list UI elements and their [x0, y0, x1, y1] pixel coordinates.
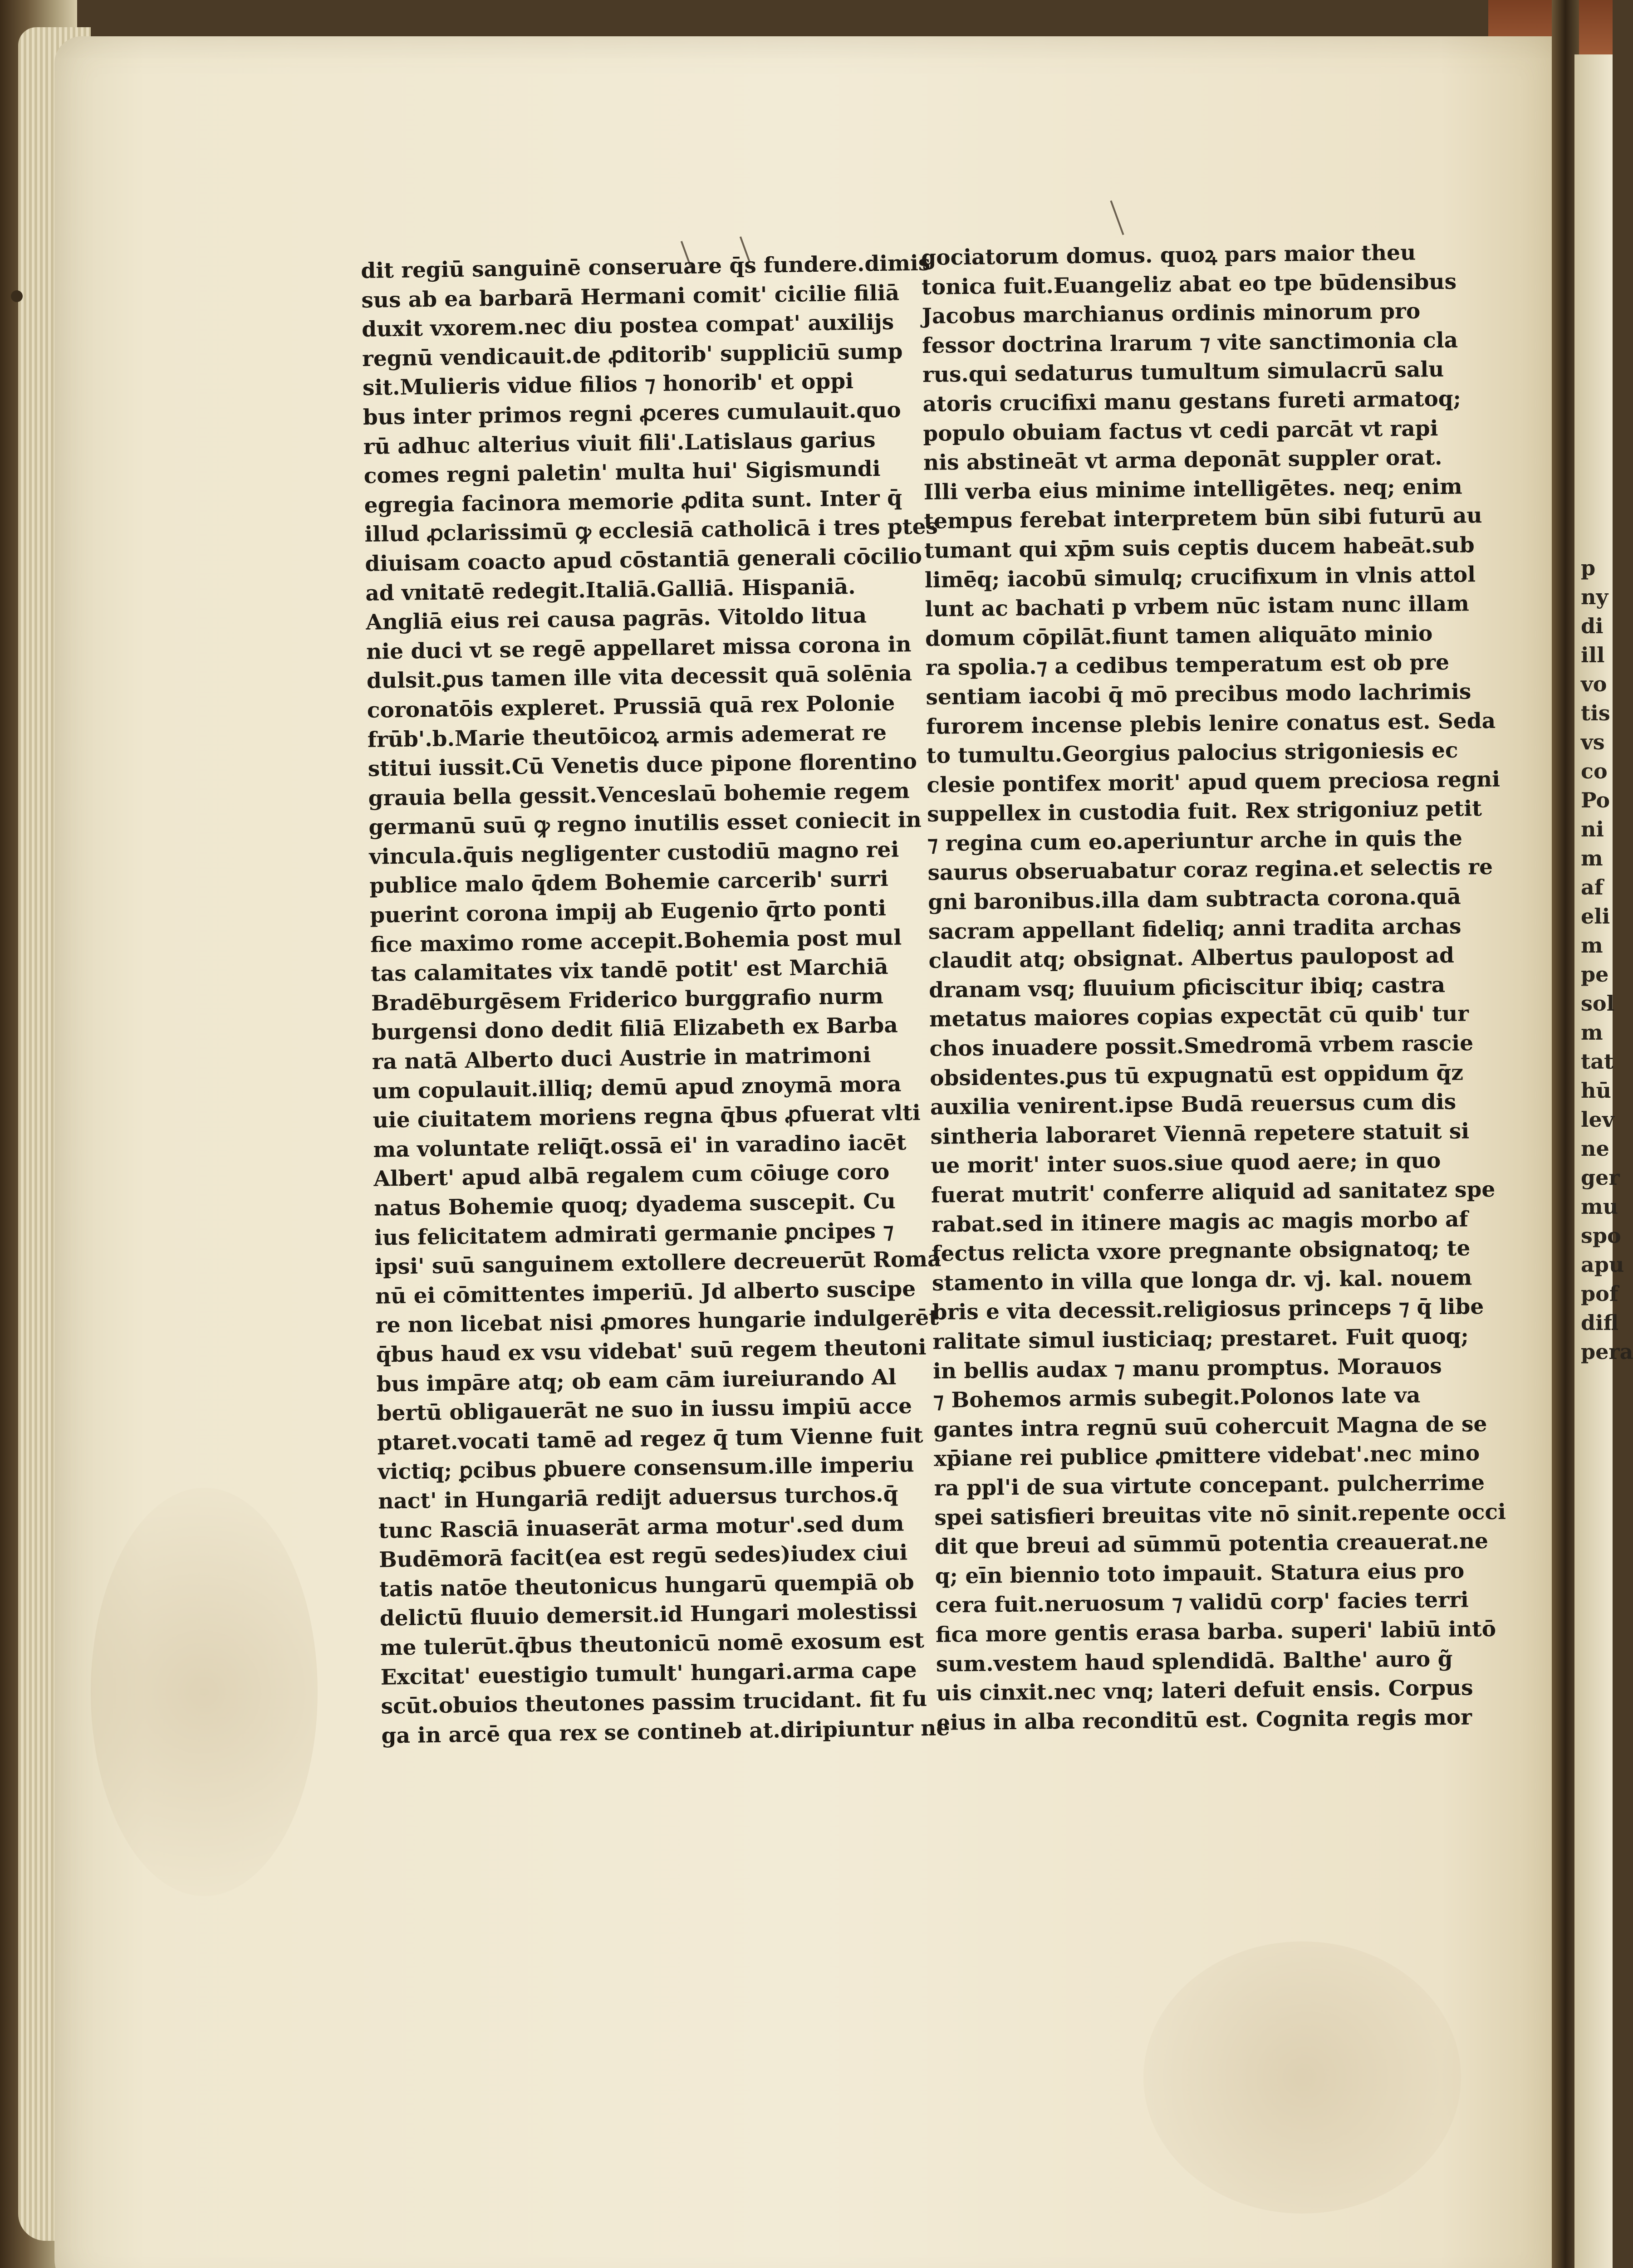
text-line: ne [1581, 1136, 1609, 1161]
text-line: stamento in villa que longa dr. vj. kal. nouem [932, 1265, 1472, 1296]
text-line: ill [1581, 643, 1605, 667]
text-line: rabat.sed in itinere magis ac magis morbo af [931, 1207, 1468, 1237]
text-line: ni [1581, 817, 1604, 841]
text-line: publice malo q̄dem Bohemie carcerib' surri [369, 866, 889, 899]
text-line: domum cōpilāt.fiunt tamen aliquāto minio [925, 621, 1433, 651]
text-line: co [1581, 759, 1608, 783]
text-line: grauia bella gessit.Venceslaū bohemie regem [368, 778, 910, 811]
text-line: vincula.q̄uis negligenter custodiū magno rei [369, 837, 899, 870]
text-line: fuerat mutrit' conferre aliquid ad sanitatez spe [931, 1177, 1496, 1208]
text-line: diuisam coacto apud cōstantiā generali cōcilio [365, 543, 922, 577]
text-line: pe [1581, 962, 1609, 987]
text-line: in bellis audax ⁊ manu promptus. Morauos [932, 1353, 1442, 1384]
text-line: germanū suū ꝙ regno inutilis esset coniecit in [368, 807, 922, 841]
text-line: tempus ferebat interpretem būn sibi futurū au [924, 503, 1482, 534]
text-line: re non licebat nisi ꝓmores hungarie indulgerēt [375, 1305, 939, 1339]
text-line: lunt ac bachati p vrbem nūc istam nunc illam [925, 591, 1470, 622]
text-line: to tumultu.Georgius palocius strigoniesis ec [926, 738, 1458, 769]
text-line: pof [1581, 1281, 1618, 1306]
text-line: ⁊ regina cum eo.aperiuntur arche in quis the [927, 826, 1463, 856]
text-line: chos inuadere possit.Smedromā vrbem rascie [929, 1031, 1474, 1061]
text-line: Angliā eius rei causa pagrās. Vitoldo litua [365, 603, 867, 635]
text-line: limēq; iacobū simulq; crucifixum in vlnis attol [924, 562, 1476, 593]
text-line: auxilia venirent.ipse Budā reuersus cum dis [930, 1089, 1456, 1120]
text-line: tatis natōe theutonicus hungarū quempiā ob [379, 1569, 914, 1602]
text-line: ra ppl'i de sua virtute concepant. pulcherrime [934, 1470, 1485, 1501]
text-line: Bradēburgēsem Friderico burggrafio nurm [371, 983, 884, 1016]
text-line: sus ab ea barbarā Hermani comit' cicilie filiā [361, 280, 900, 313]
text-line: fessor doctrina lrarum ⁊ vite sanctimonia cla [922, 327, 1458, 358]
text-line: gantes intra regnū suū cohercuit Magna de se [933, 1411, 1487, 1442]
text-line: sintheria laboraret Viennā repetere statuit si [930, 1119, 1470, 1149]
text-line: delictū fluuio demersit.id Hungari molestissi [379, 1598, 917, 1632]
text-line: eli [1581, 904, 1610, 929]
text-line: ipsi' suū sanguinem extollere decreuerūt Roma [374, 1246, 942, 1280]
text-line: clesie pontifex morit' apud quem preciosa regni [927, 767, 1501, 798]
text-line: regnū vendicauit.de ꝓditorib' suppliciū sump [362, 339, 903, 371]
text-line: ma voluntate reliq̄t.ossā ei' in varadino iacēt [373, 1130, 907, 1163]
text-line: bris e vita decessit.religiosus princeps ⁊ q̄ libe [932, 1294, 1484, 1325]
text-line: p [1581, 556, 1596, 580]
text-line: mu [1581, 1194, 1618, 1219]
text-line: ue morit' inter suos.siue quod aere; in quo [931, 1148, 1441, 1179]
text-line: claudit atq; obsignat. Albertus paulopost ad [928, 943, 1455, 974]
text-line: me tulerūt.q̄bus theutonicū nomē exosum est [380, 1628, 925, 1661]
next-page-edge [1574, 54, 1633, 2268]
text-line: m [1581, 933, 1603, 958]
text-line: egregia facinora memorie ꝓdita sunt. Inter q̄ [364, 485, 902, 518]
text-line: ra spolia.⁊ a cedibus temperatum est ob pre [925, 650, 1450, 681]
text-line: rus.qui sedaturus tumultum simulacrū salu [922, 357, 1444, 388]
text-line: um copulauit.illiq; demū apud znoymā mora [372, 1071, 902, 1104]
text-line: q; eīn biennio toto impauit. Statura eius pro [935, 1558, 1465, 1589]
text-line: difl [1581, 1310, 1619, 1335]
paper-stain [1143, 1941, 1461, 2214]
text-line: sum.vestem haud splendidā. Balthe' auro g̃ [936, 1646, 1453, 1677]
text-column-right [921, 238, 1506, 1738]
text-line: nie duci vt se regē appellaret missa corona in [366, 631, 912, 665]
text-line: rū adhuc alterius viuit fili'.Latislaus garius [363, 427, 876, 459]
text-line: gociatorum domus. quoꝝ pars maior theu [921, 240, 1416, 270]
text-column-left [361, 249, 950, 1751]
text-line: dit regiū sanguinē conseruare q̄s fundere.dimis [361, 250, 931, 284]
text-line: m [1581, 1020, 1603, 1045]
text-line: sentiam iacobi q̄ mō precibus modo lachrimis [926, 679, 1471, 710]
text-line: tis [1581, 701, 1610, 725]
text-line: fectus relicta vxore pregnante obsignatoq; te [932, 1236, 1471, 1267]
edge-mark [11, 290, 23, 302]
text-line: ra natā Alberto duci Austrie in matrimoni [372, 1042, 871, 1075]
text-line: comes regni paletin' multa hui' Sigismundi [363, 456, 881, 489]
text-line: q̄bus haud ex vsu videbat' suū regem theutoni [376, 1334, 927, 1368]
text-line: bus impāre atq; ob eam cām iureiurando Al [376, 1364, 897, 1397]
text-line: furorem incense plebis lenire conatus est. Seda [926, 708, 1496, 739]
text-line: fica more gentis erasa barba. superi' labiū intō [935, 1616, 1496, 1647]
text-line: m [1581, 846, 1603, 870]
text-line: lev [1581, 1107, 1614, 1132]
text-line: eius in alba reconditū est. Cognita regis mor [936, 1705, 1472, 1735]
text-line: vo [1581, 672, 1607, 696]
text-line: Illi verba eius minime intelligētes. neq; enim [923, 474, 1462, 505]
text-line: burgensi dono dedit filiā Elizabeth ex Barba [371, 1013, 898, 1046]
next-page-text [1574, 553, 1633, 1366]
text-line: hū [1581, 1078, 1611, 1103]
text-line: spei satisfieri breuitas vite nō sinit.repente occi [934, 1499, 1506, 1530]
text-line: dranam vsq; fluuium ꝑficiscitur ibiq; castra [928, 972, 1446, 1003]
text-line: sol [1581, 991, 1615, 1016]
text-line: ptaret.vocati tamē ad regez q̄ tum Vienne fuit [377, 1422, 923, 1456]
text-line: ad vnitatē redegit.Italiā.Galliā. Hispaniā. [365, 574, 856, 606]
text-line: ger [1581, 1165, 1620, 1190]
text-line: ga in arcē qua rex se contineb at.diripiuntur ne [381, 1715, 950, 1749]
text-line: ⁊ Bohemos armis subegit.Polonos late va [933, 1383, 1421, 1413]
text-line: scūt.obuios theutones passim trucidant. fit fu [381, 1686, 927, 1719]
text-line: suppellex in custodia fuit. Rex strigoniuz petit [927, 796, 1482, 827]
text-line: saurus obseruabatur coraz regina.et selectis re [927, 855, 1493, 886]
text-line: sit.Mulieris vidue filios ⁊ honorib' et oppi [362, 369, 854, 401]
text-line: nact' in Hungariā redijt aduersus turchos.q̄ [378, 1481, 898, 1514]
text-line: tunc Rasciā inuaserāt arma motur'.sed dum [378, 1511, 904, 1544]
text-line: duxit vxorem.nec diu postea compat' auxilijs [361, 309, 894, 342]
text-line: bus inter primos regni ꝓceres cumulauit.quo [363, 397, 902, 430]
text-line: xp̄iane rei publice ꝓmittere videbat'.nec mino [933, 1441, 1480, 1472]
text-line: af [1581, 875, 1604, 899]
text-line: tumant qui xp̄m suis ceptis ducem habeāt.sub [924, 533, 1475, 563]
text-line: tat [1581, 1049, 1614, 1074]
text-line: Po [1581, 788, 1610, 812]
text-line: uie ciuitatem moriens regna q̄bus ꝓfuerat vlti [373, 1100, 921, 1134]
text-line: dulsit.ꝑus tamen ille vita decessit quā solēnia [366, 661, 912, 694]
text-line: tonica fuit.Euangeliz abat eo tpe būdensibus [921, 269, 1457, 300]
text-line: pera [1581, 1339, 1633, 1364]
text-line: obsidentes.ꝑus tū expugnatū est oppidum q̄z [929, 1060, 1464, 1091]
text-line: Jacobus marchianus ordinis minorum pro [922, 298, 1421, 329]
text-line: illud ꝓclarissimū ꝙ ecclesiā catholicā i tres ptes [364, 514, 938, 547]
text-line: di [1581, 614, 1604, 638]
text-line: apu [1581, 1252, 1624, 1277]
text-line: atoris crucifixi manu gestans fureti armatoq; [922, 386, 1461, 417]
text-line: Budēmorā facit(ea est regū sedes)iudex ciui [378, 1540, 908, 1573]
text-line: metatus maiores copias expectāt cū quib' tur [929, 1001, 1469, 1032]
text-line: spo [1581, 1223, 1621, 1248]
paper-stain [91, 1488, 318, 1896]
text-line: bertū obligauerāt ne suo in iussu impiū acce [377, 1393, 912, 1426]
text-line: stitui iussit.Cū Venetis duce pipone florentino [368, 749, 917, 782]
text-line: vs [1581, 730, 1605, 754]
text-line: natus Bohemie quoq; dyadema suscepit. Cu [373, 1188, 896, 1221]
text-line: fice maximo rome accepit.Bohemia post mul [370, 925, 902, 958]
text-line: dit que breui ad sūmmū potentia creauerat.ne [934, 1529, 1489, 1559]
text-line: tas calamitates vix tandē potit' est Marchiā [370, 954, 888, 987]
text-line: cera fuit.neruosum ⁊ validū corp' facies terri [935, 1587, 1469, 1618]
text-line: ius felicitatem admirati germanie ꝑncipes ⁊ [374, 1218, 894, 1251]
text-line: puerint corona impij ab Eugenio q̄rto ponti [369, 896, 887, 928]
text-line: populo obuiam factus vt cedi parcāt vt rapi [923, 415, 1438, 446]
text-line: sacram appellant fideliq; anni tradita archas [928, 914, 1461, 944]
text-line: uis cinxit.nec vnq; lateri defuit ensis. Corpus [936, 1675, 1473, 1706]
text-line: nū ei cōmittentes imperiū. Jd alberto suscipe [375, 1276, 916, 1309]
text-line: nis abstineāt vt arma deponāt suppler orat. [923, 445, 1442, 476]
text-line: gni baronibus.illa dam subtracta corona.quā [927, 884, 1461, 915]
text-line: Albert' apud albā regalem cum cōiuge coro [373, 1159, 890, 1192]
text-line: ralitate simul iusticiaq; prestaret. Fuit quoq; [932, 1324, 1469, 1354]
text-line: Excitat' euestigio tumult' hungari.arma cape [380, 1657, 917, 1690]
text-line: coronatōis expleret. Prussiā quā rex Polonie [367, 690, 895, 723]
text-line: frūb'.b.Marie theutōicoꝝ armis ademerat re [367, 720, 887, 753]
text-line: ny [1581, 585, 1608, 609]
text-line: victiq; ꝑcibus ꝑbuere consensum.ille imperiu [378, 1452, 914, 1485]
